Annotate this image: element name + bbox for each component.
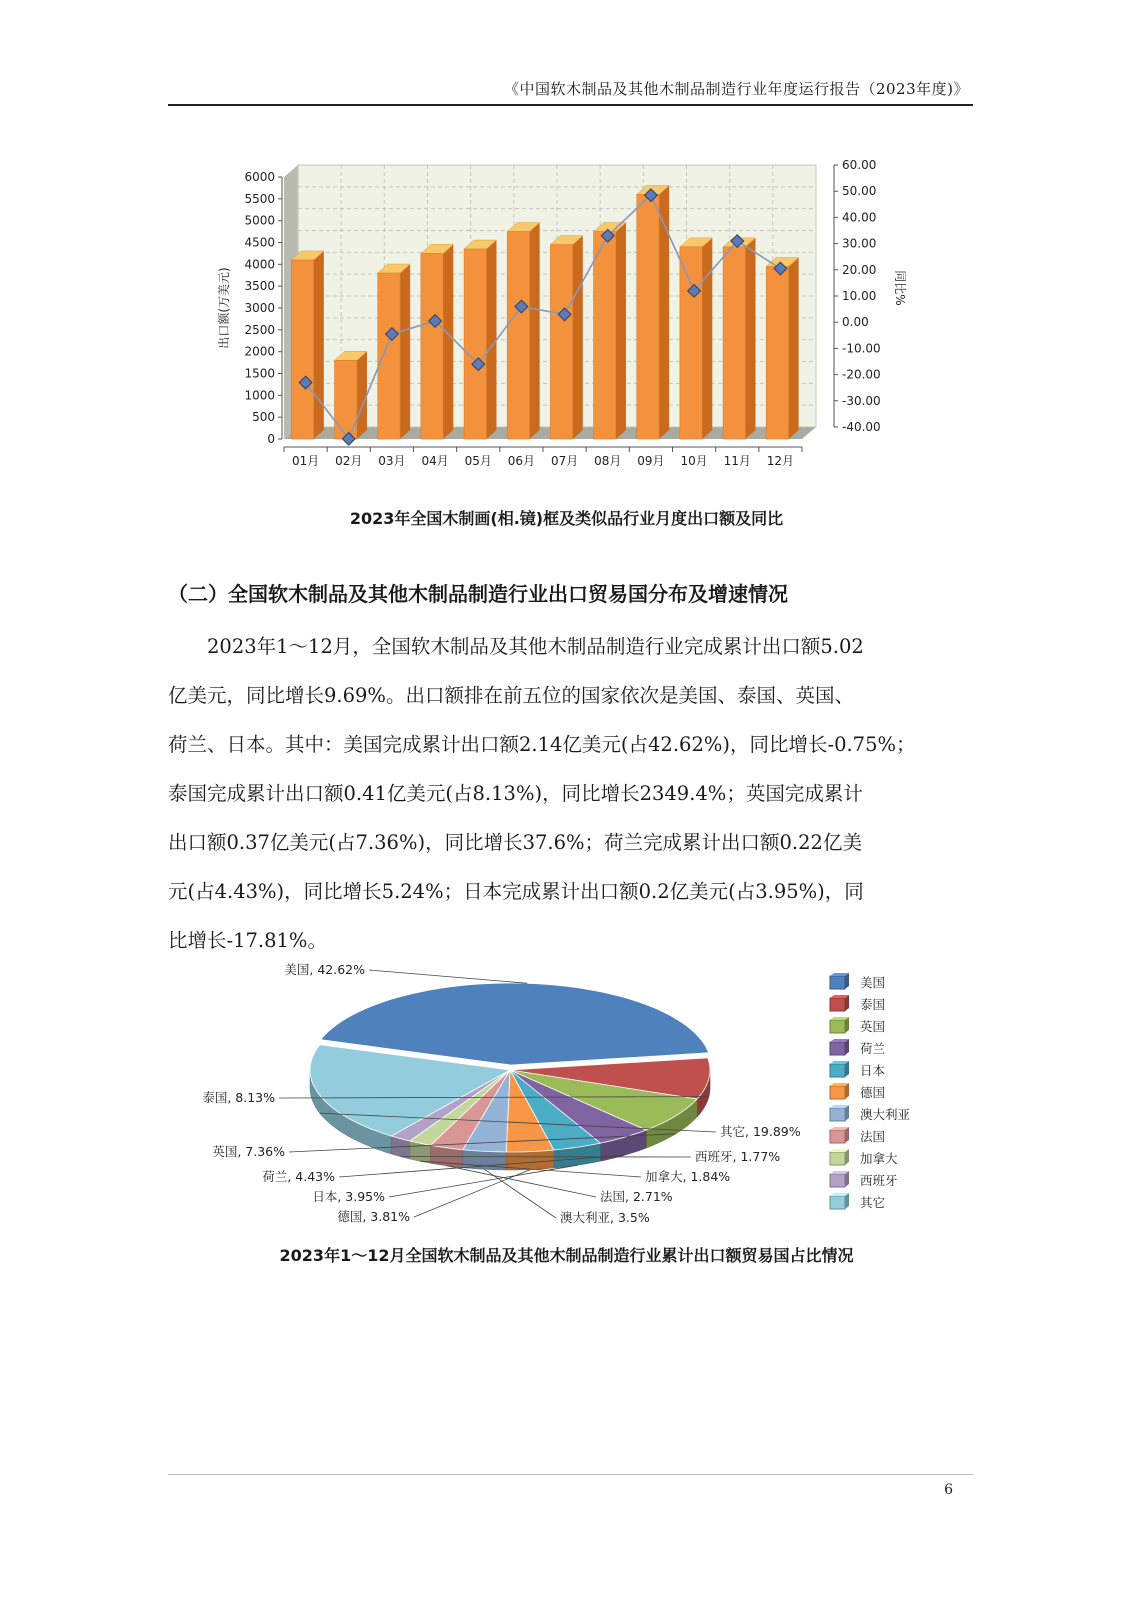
pie-leader-line	[414, 1170, 530, 1217]
pie-leader-line	[389, 1165, 578, 1197]
y2-tick-label: -10.00	[842, 341, 881, 356]
bar-side	[486, 240, 496, 439]
bar-side	[702, 238, 712, 439]
pie-data-label: 澳大利亚, 3.5%	[560, 1210, 650, 1225]
legend-swatch	[830, 1108, 845, 1121]
body-line: 荷兰、日本。其中：美国完成累计出口额2.14亿美元(占42.62%)，同比增长-0.75%；	[168, 733, 916, 756]
y2-axis-title: 同比%	[893, 270, 907, 306]
x-tick-label: 07月	[550, 454, 579, 468]
bar	[550, 236, 582, 439]
section-heading: （二）全国软木制品及其他木制品制造行业出口贸易国分布及增速情况	[168, 582, 788, 606]
bar-front	[464, 249, 486, 439]
pie-data-label: 日本, 3.95%	[312, 1189, 385, 1204]
pie-leader-line	[484, 1169, 556, 1218]
bar	[507, 223, 539, 439]
legend-label: 西班牙	[860, 1173, 898, 1188]
legend-item	[830, 1127, 885, 1144]
bar-front	[291, 260, 313, 439]
bar	[594, 223, 626, 439]
x-tick-label: 02月	[335, 454, 363, 468]
legend-label: 日本	[860, 1063, 886, 1078]
body-line: 比增长-17.81%。	[168, 929, 327, 952]
legend-label: 其它	[860, 1195, 886, 1210]
pie-data-label: 加拿大, 1.84%	[645, 1169, 731, 1184]
y2-tick-label: -20.00	[842, 367, 881, 382]
y-tick-label: 5500	[244, 191, 275, 206]
legend-label: 泰国	[860, 997, 886, 1012]
body-paragraph	[168, 622, 968, 965]
x-tick-label: 05月	[464, 454, 492, 468]
pie-data-label: 美国, 42.62%	[284, 962, 365, 977]
pie-slice-side	[506, 1150, 554, 1170]
legend-swatch	[830, 1064, 845, 1077]
x-tick-label: 11月	[723, 454, 751, 468]
y-tick-label: 6000	[244, 170, 275, 184]
y2-tick-label: -40.00	[842, 420, 881, 434]
legend-item	[830, 1171, 898, 1188]
y-tick-label: 500	[252, 410, 275, 425]
legend-label: 英国	[860, 1019, 886, 1034]
bar-front	[378, 273, 400, 439]
country-share-pie-chart	[190, 960, 950, 1245]
legend-label: 德国	[860, 1085, 886, 1100]
bar-side	[357, 351, 367, 439]
bar-front	[550, 245, 572, 439]
pie-data-label: 其它, 19.89%	[720, 1124, 801, 1139]
bar-front	[637, 194, 659, 439]
page-number: 6	[944, 1482, 953, 1498]
legend-label: 法国	[860, 1129, 886, 1144]
pie-leader-line	[446, 1166, 596, 1197]
y-tick-label: 3500	[244, 279, 275, 294]
body-line: 泰国完成累计出口额0.41亿美元(占8.13%)，同比增长2349.4%；英国完成累计	[168, 782, 863, 805]
legend-swatch	[830, 976, 845, 989]
legend-item	[830, 1193, 885, 1210]
x-tick-label: 08月	[594, 454, 622, 468]
bar	[378, 264, 410, 439]
y2-tick-label: 50.00	[842, 184, 877, 199]
bar-side	[573, 236, 583, 439]
bar-front	[421, 253, 443, 439]
pie-data-label: 德国, 3.81%	[337, 1209, 410, 1224]
y2-tick-label: 10.00	[842, 289, 877, 303]
legend-swatch	[830, 1020, 845, 1033]
y2-tick-label: 0.00	[842, 315, 869, 330]
y2-tick-label: 30.00	[842, 236, 877, 251]
y-tick-label: 2000	[244, 344, 275, 359]
bar-side	[443, 244, 453, 439]
legend-item	[830, 1017, 885, 1034]
pie-data-label: 西班牙, 1.77%	[695, 1149, 781, 1164]
legend-item	[830, 973, 885, 990]
pie-leader-line	[369, 970, 527, 983]
chart1-caption: 2023年全国木制画(相.镜)框及类似品行业月度出口额及同比	[349, 509, 784, 528]
body-line: 出口额0.37亿美元(占7.36%)，同比增长37.6%；荷兰完成累计出口额0.22亿美	[168, 831, 862, 854]
bar	[421, 244, 453, 439]
x-tick-label: 01月	[291, 454, 320, 468]
legend-item	[830, 1105, 911, 1122]
legend-item	[830, 1149, 898, 1166]
legend-swatch	[830, 1130, 845, 1143]
x-tick-label: 03月	[378, 454, 406, 468]
bar-side	[530, 223, 540, 439]
bar-side	[400, 264, 410, 439]
bar	[464, 240, 496, 439]
y-axis-title: 出口额(万美元)	[217, 267, 231, 349]
body-line: 2023年1～12月，全国软木制品及其他木制品制造行业完成累计出口额5.02	[168, 635, 864, 658]
y2-tick-label: 20.00	[842, 262, 877, 277]
legend-swatch	[830, 1174, 845, 1187]
bar	[680, 238, 712, 439]
bar-front	[723, 247, 745, 439]
bar-side	[314, 251, 324, 439]
x-tick-label: 04月	[421, 454, 449, 468]
bar	[723, 238, 755, 439]
pie-data-label: 法国, 2.71%	[600, 1189, 673, 1204]
legend-label: 加拿大	[860, 1151, 898, 1166]
y-tick-label: 0	[267, 432, 275, 446]
y-tick-label: 4500	[244, 235, 275, 250]
legend-label: 荷兰	[860, 1041, 886, 1056]
legend-swatch	[830, 1042, 845, 1055]
y-tick-label: 5000	[244, 213, 275, 228]
y2-tick-label: 60.00	[842, 158, 877, 172]
y-tick-label: 2500	[244, 322, 275, 337]
bar	[291, 251, 323, 439]
y-tick-label: 4000	[244, 257, 275, 272]
bar	[766, 258, 798, 439]
legend-item	[830, 1083, 885, 1100]
bar-side	[745, 238, 755, 439]
bar-front	[680, 247, 702, 439]
x-tick-label: 09月	[637, 454, 665, 468]
bar-front	[507, 232, 529, 439]
y-tick-label: 1500	[244, 366, 275, 381]
y2-tick-label: 40.00	[842, 210, 877, 225]
running-header: 《中国软木制品及其他木制品制造行业年度运行报告（2023年度)》	[503, 80, 969, 98]
legend-item	[830, 1061, 885, 1078]
y-tick-label: 3000	[244, 301, 275, 315]
bar-front	[766, 267, 788, 439]
pie-data-label: 荷兰, 4.43%	[262, 1169, 335, 1184]
legend-label: 澳大利亚	[860, 1107, 911, 1122]
monthly-export-chart	[212, 155, 912, 485]
body-line: 元(占4.43%)，同比增长5.24%；日本完成累计出口额0.2亿美元(占3.95%)，同	[168, 880, 864, 903]
legend-label: 美国	[860, 975, 886, 990]
bar-front	[594, 232, 616, 439]
legend-swatch	[830, 1152, 845, 1165]
chart2-caption: 2023年1～12月全国软木制品及其他木制品制造行业累计出口额贸易国占比情况	[279, 1246, 854, 1265]
legend-swatch	[830, 998, 845, 1011]
x-tick-label: 10月	[680, 454, 708, 468]
legend-swatch	[830, 1196, 845, 1209]
bar-side	[789, 258, 799, 439]
body-line: 亿美元，同比增长9.69%。出口额排在前五位的国家依次是美国、泰国、英国、	[168, 684, 854, 707]
bar-side	[616, 223, 626, 439]
y2-tick-label: -30.00	[842, 393, 881, 408]
header-rule	[168, 104, 973, 106]
x-tick-label: 12月	[766, 454, 795, 468]
pie-data-label: 英国, 7.36%	[212, 1144, 285, 1159]
y-tick-label: 1000	[244, 388, 275, 403]
footer-rule	[168, 1474, 973, 1475]
x-tick-label: 06月	[507, 454, 536, 468]
legend-swatch	[830, 1086, 845, 1099]
legend-item	[830, 1039, 885, 1056]
legend-item	[830, 995, 885, 1012]
pie-data-label: 泰国, 8.13%	[202, 1090, 275, 1105]
